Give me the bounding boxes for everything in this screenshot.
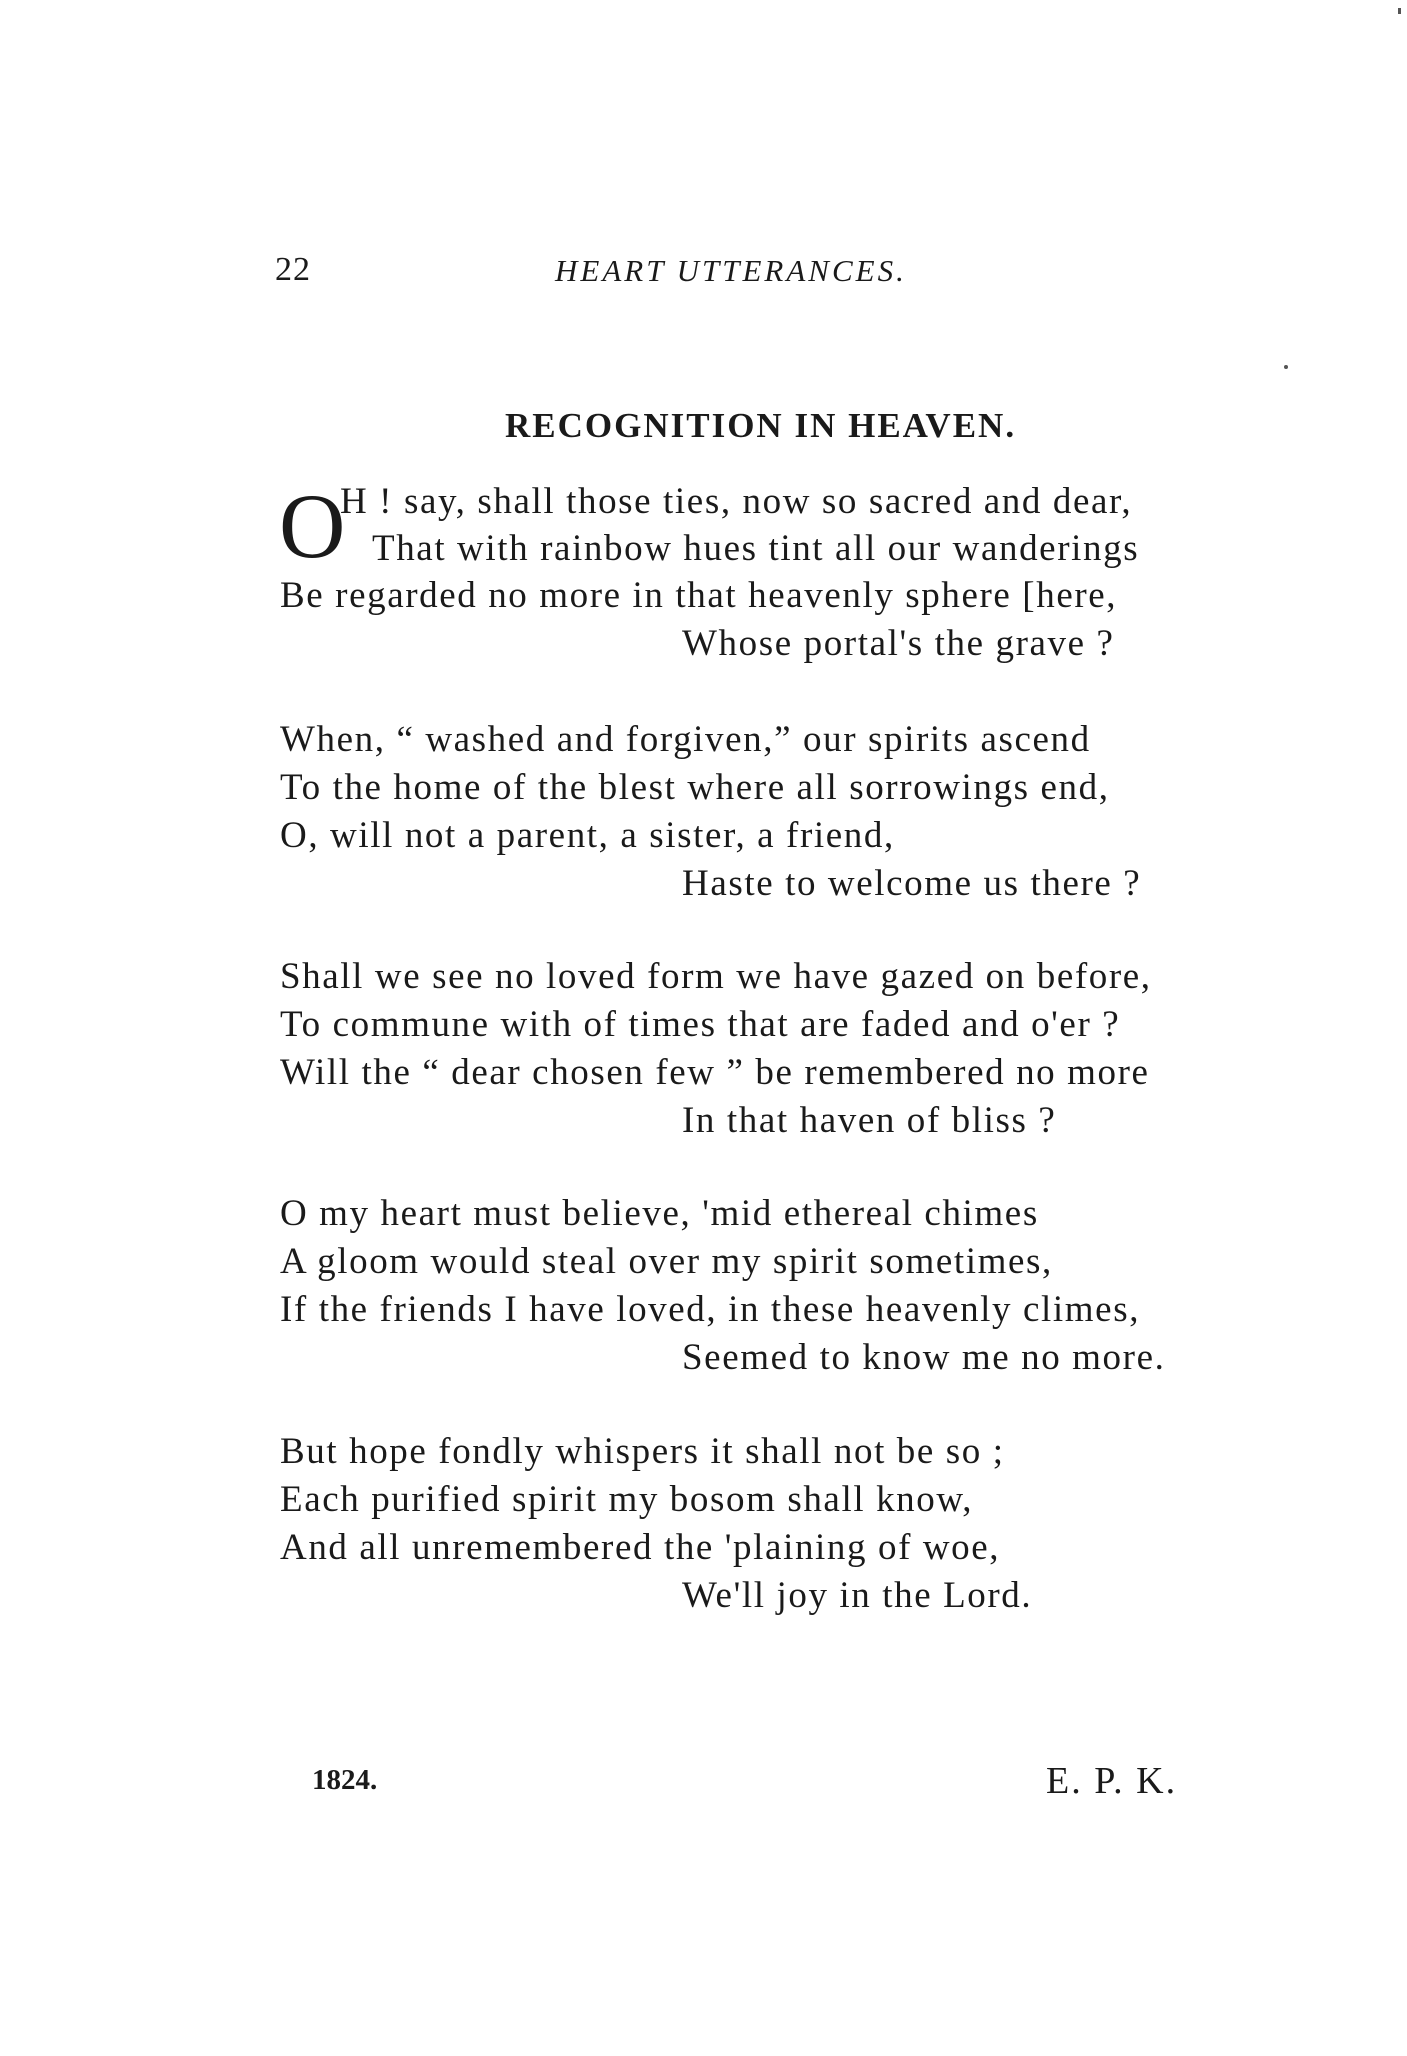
poem-line: Each purified spirit my bosom shall know, [280, 1479, 974, 1520]
poem-line: If the friends I have loved, in these heavenly climes, [280, 1289, 1141, 1330]
page-number: 22 [275, 251, 311, 288]
poem-line: Be regarded no more in that heavenly sphere [here, [280, 575, 1118, 616]
poem-line: H ! say, shall those ties, now so sacred and dear, [340, 481, 1133, 522]
poem-line: And all unremembered the 'plaining of woe, [280, 1527, 1001, 1568]
poem-title: RECOGNITION IN HEAVEN. [505, 406, 1017, 445]
poem-line: But hope fondly whispers it shall not be so ; [280, 1431, 1005, 1472]
poem-line: Seemed to know me no more. [682, 1337, 1166, 1378]
poem-line: Whose portal's the grave ? [682, 623, 1115, 664]
poem-line: To the home of the blest where all sorrowings end, [280, 767, 1110, 808]
poem-line: In that haven of bliss ? [682, 1100, 1057, 1141]
poem-line: O, will not a parent, a sister, a friend, [280, 815, 895, 856]
author-initials: E. P. K. [1046, 1760, 1178, 1802]
poem-line: When, “ washed and forgiven,” our spirits ascend [280, 719, 1091, 760]
poem-line: Shall we see no loved form we have gazed on before, [280, 956, 1152, 997]
poem-line: To commune with of times that are faded and o'er ? [280, 1004, 1121, 1045]
poem-line: Will the “ dear chosen few ” be remembered no more [280, 1052, 1150, 1093]
scan-speck [1284, 365, 1288, 369]
scan-speck [1398, 8, 1401, 14]
poem-line: We'll joy in the Lord. [682, 1575, 1033, 1616]
drop-cap: O [279, 475, 346, 577]
poem-date: 1824. [312, 1764, 378, 1796]
running-title: HEART UTTERANCES. [555, 253, 907, 288]
poem-line: That with rainbow hues tint all our wanderings [372, 528, 1140, 569]
poem-line: A gloom would steal over my spirit sometimes, [280, 1241, 1053, 1282]
poem-line: Haste to welcome us there ? [682, 863, 1142, 904]
poem-line: O my heart must believe, 'mid ethereal chimes [280, 1193, 1039, 1234]
